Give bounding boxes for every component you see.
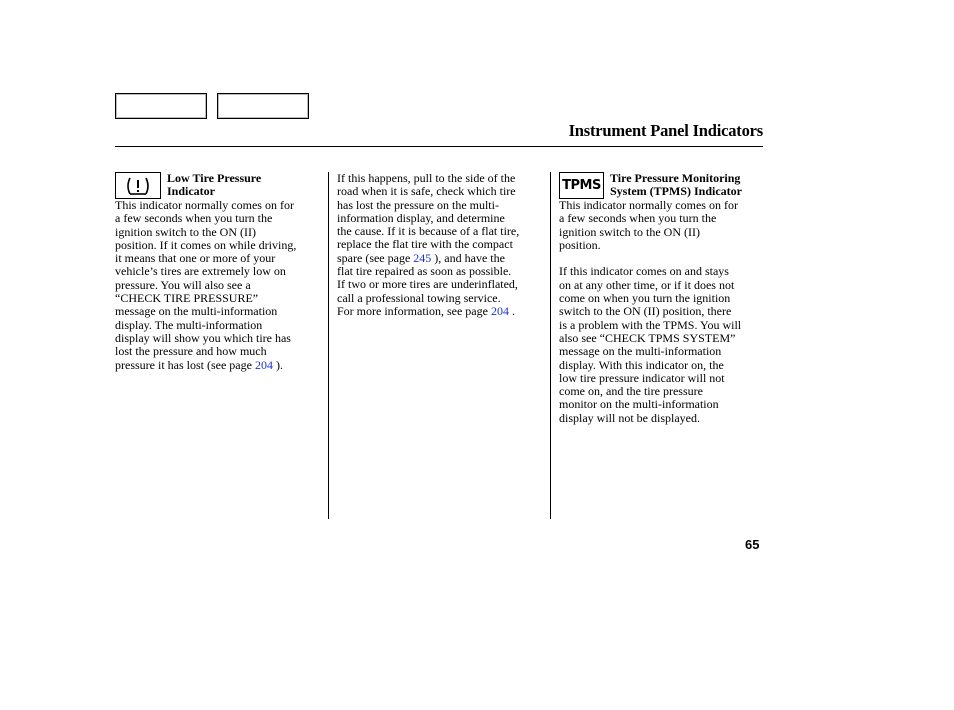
nav-button-1[interactable] — [115, 93, 207, 119]
paragraph-gap — [559, 252, 741, 265]
heading-line: Low Tire Pressure — [167, 171, 262, 185]
low-tire-pressure-icon — [123, 175, 153, 197]
text-line: pressure. You will also see a — [115, 277, 251, 292]
page-title: Instrument Panel Indicators — [568, 121, 763, 140]
text-line — [115, 359, 296, 372]
tpms-icon: TPMS — [562, 178, 601, 193]
text-line: the cause. If it is because of a flat tire, — [337, 224, 520, 239]
flat-tire-text — [337, 172, 519, 318]
text-line — [337, 252, 519, 265]
heading-line: Tire Pressure Monitoring — [610, 171, 741, 185]
text-line: “CHECK TIRE PRESSURE” — [115, 291, 259, 306]
text-line: lost the pressure and how much — [115, 344, 267, 359]
text-line: display will show you which tire has — [115, 330, 291, 345]
low-tire-pressure-text — [115, 199, 296, 372]
text-line: is a problem with the TPMS. You will — [559, 317, 742, 332]
text-line: position. — [559, 237, 601, 252]
text-line: This indicator normally comes on for — [559, 198, 738, 212]
text-line: message on the multi-information — [115, 304, 278, 319]
page-link-245[interactable]: 245 — [413, 250, 432, 265]
page-link-204[interactable]: 204 — [490, 303, 509, 318]
page-link-204[interactable]: 204 — [254, 357, 273, 372]
text-line: ignition switch to the ON (II) — [115, 224, 256, 239]
text-line: switch to the ON (II) position, there — [559, 304, 732, 319]
text-line: message on the multi-information — [559, 344, 722, 359]
text-line: road when it is safe, check which tire — [337, 184, 516, 199]
text-line: display. The multi-information — [115, 317, 263, 332]
text-line: come on when you turn the ignition — [559, 291, 731, 306]
text-line: replace the flat tire with the compact — [337, 237, 513, 252]
column-divider-2 — [550, 172, 551, 519]
text-line: on at any other time, or if it does not — [559, 277, 735, 292]
nav-button-2[interactable] — [217, 93, 309, 119]
page-number: 65 — [745, 537, 760, 552]
text-line: a few seconds when you turn the — [559, 211, 717, 226]
text-fragment: pressure it has lost (see page — [115, 357, 255, 372]
text-line: call a professional towing service. — [337, 290, 501, 305]
text-line: If two or more tires are underinflated, — [337, 277, 518, 292]
text-line: If this happens, pull to the side of the — [337, 171, 516, 185]
text-fragment: ), and have the — [431, 250, 505, 265]
tpms-indicator — [559, 172, 604, 199]
heading-line: System (TPMS) Indicator — [610, 184, 742, 199]
text-line: low tire pressure indicator will not — [559, 370, 725, 385]
tpms-heading — [610, 172, 742, 199]
low-tire-pressure-indicator — [115, 172, 161, 199]
text-line: information display, and determine — [337, 210, 505, 225]
text-line: If this indicator comes on and stays — [559, 264, 729, 279]
text-fragment: For more information, see page — [337, 303, 491, 318]
header-divider — [115, 146, 763, 147]
text-line: it means that one or more of your — [115, 251, 276, 266]
text-line — [337, 305, 519, 318]
text-line: come on, and the tire pressure — [559, 384, 703, 399]
column-divider-1 — [328, 172, 329, 519]
text-line: flat tire repaired as soon as possible. — [337, 264, 512, 279]
low-tire-pressure-heading — [167, 172, 261, 199]
tpms-text — [559, 199, 741, 425]
heading-line: Indicator — [167, 184, 215, 199]
text-fragment: ). — [272, 357, 283, 372]
text-fragment: spare (see page — [337, 250, 414, 265]
text-line: also see “CHECK TPMS SYSTEM” — [559, 330, 736, 345]
text-fragment: . — [508, 303, 515, 318]
text-line: has lost the pressure on the multi- — [337, 197, 499, 212]
text-line: This indicator normally comes on for — [115, 198, 294, 212]
text-line: display will not be displayed. — [559, 410, 700, 425]
text-line: monitor on the multi-information — [559, 397, 719, 412]
text-line: a few seconds when you turn the — [115, 211, 273, 226]
text-line: vehicle’s tires are extremely low on — [115, 264, 286, 279]
text-line: display. With this indicator on, the — [559, 357, 724, 372]
text-line: position. If it comes on while driving, — [115, 237, 297, 252]
text-line: ignition switch to the ON (II) — [559, 224, 700, 239]
